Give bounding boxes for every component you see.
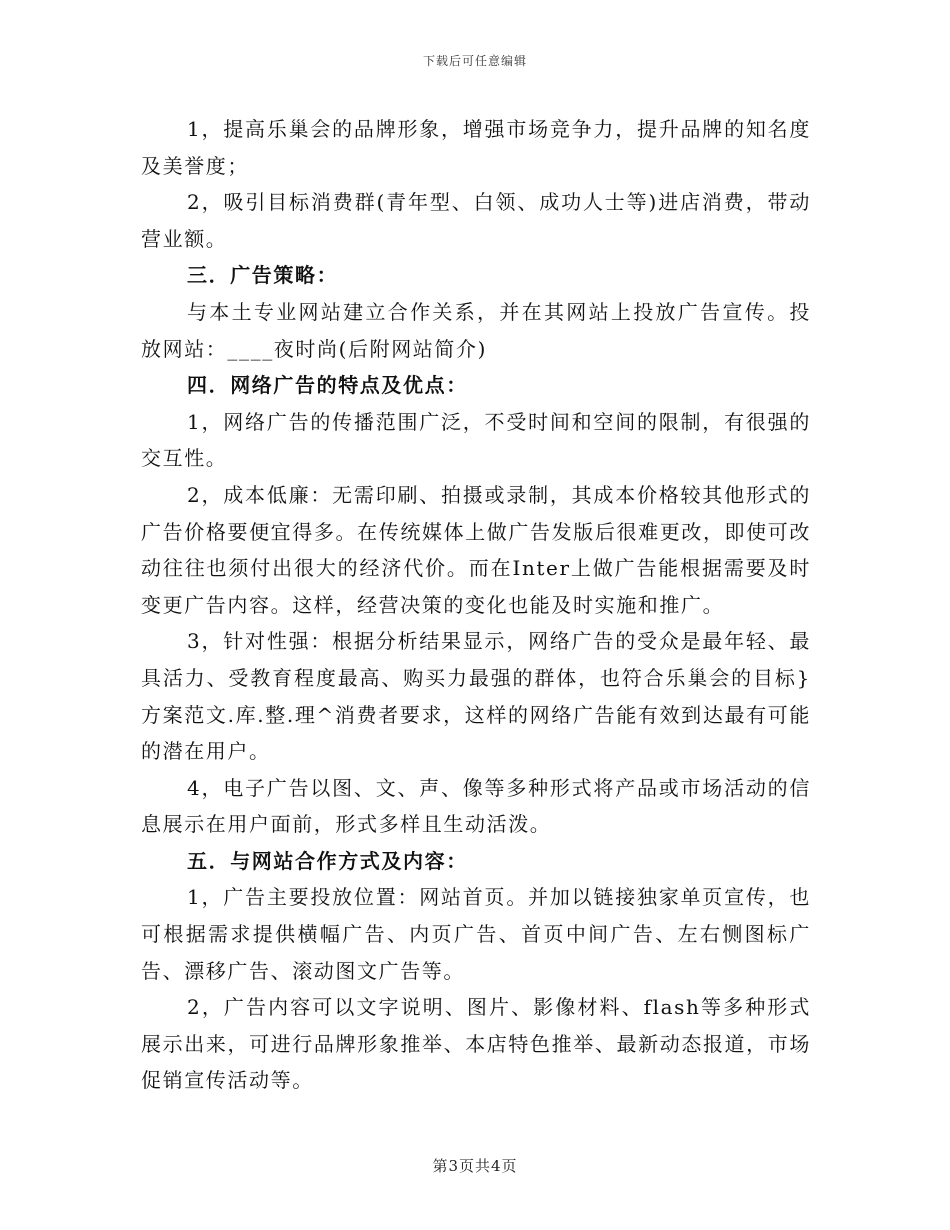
paragraph-ad-strategy: 与本土专业网站建立合作关系，并在其网站上投放广告宣传。投放网站：____夜时尚(后附网站简介) (141, 299, 811, 361)
paragraph-feature-4: 4，电子广告以图、文、声、像等多种形式将产品或市场活动的信息展示在用户面前，形式多样且生动活泼。 (141, 775, 811, 837)
paragraph-cooperation-1: 1，广告主要投放位置：网站首页。并加以链接独家单页宣传，也可根据需求提供横幅广告、内页广告、首页中间广告、左右恻图标广告、漂移广告、滚动图文广告等。 (141, 885, 811, 983)
section-heading-cooperation: 五．与网站合作方式及内容： (187, 848, 468, 873)
section-heading-ad-strategy: 三．广告策略： (187, 263, 339, 288)
paragraph-feature-2: 2，成本低廉：无需印刷、拍摄或录制，其成本价格较其他形式的广告价格要便宜得多。在传统媒体上做广告发版后很难更改，即使可改动往往也须付出很大的经济代价。而在Inter上做广告能根据需要及时变更广告内容。这样，经营决策的变化也能及时实施和推广。 (141, 482, 811, 617)
paragraph-feature-1: 1，网络广告的传播范围广泛，不受时间和空间的限制，有很强的交互性。 (141, 409, 811, 471)
section-heading-online-ad-features: 四．网络广告的特点及优点： (187, 373, 468, 398)
paragraph-objective-2: 2，吸引目标消费群(青年型、白领、成功人士等)进店消费，带动营业额。 (141, 190, 811, 251)
page-footer: 第3页共4页 (432, 1157, 518, 1175)
paragraph-objective-1: 1，提高乐巢会的品牌形象，增强市场竞争力，提升品牌的知名度及美誉度； (141, 117, 811, 178)
paragraph-cooperation-2: 2，广告内容可以文字说明、图片、影像材料、flash等多种形式展示出来，可进行品牌形象推举、本店特色推举、最新动态报道，市场促销宣传活动等。 (141, 995, 811, 1093)
document-body (141, 111, 811, 1099)
page-header: 下载后可任意编辑 (422, 54, 527, 68)
paragraph-feature-3: 3，针对性强：根据分析结果显示，网络广告的受众是最年轻、最具活力、受教育程度最高、购买力最强的群体，也符合乐巢会的目标}方案范文.库.整.理^消费者要求，这样的网络广告能有效到达最有可能的潜在用户。 (141, 629, 811, 764)
